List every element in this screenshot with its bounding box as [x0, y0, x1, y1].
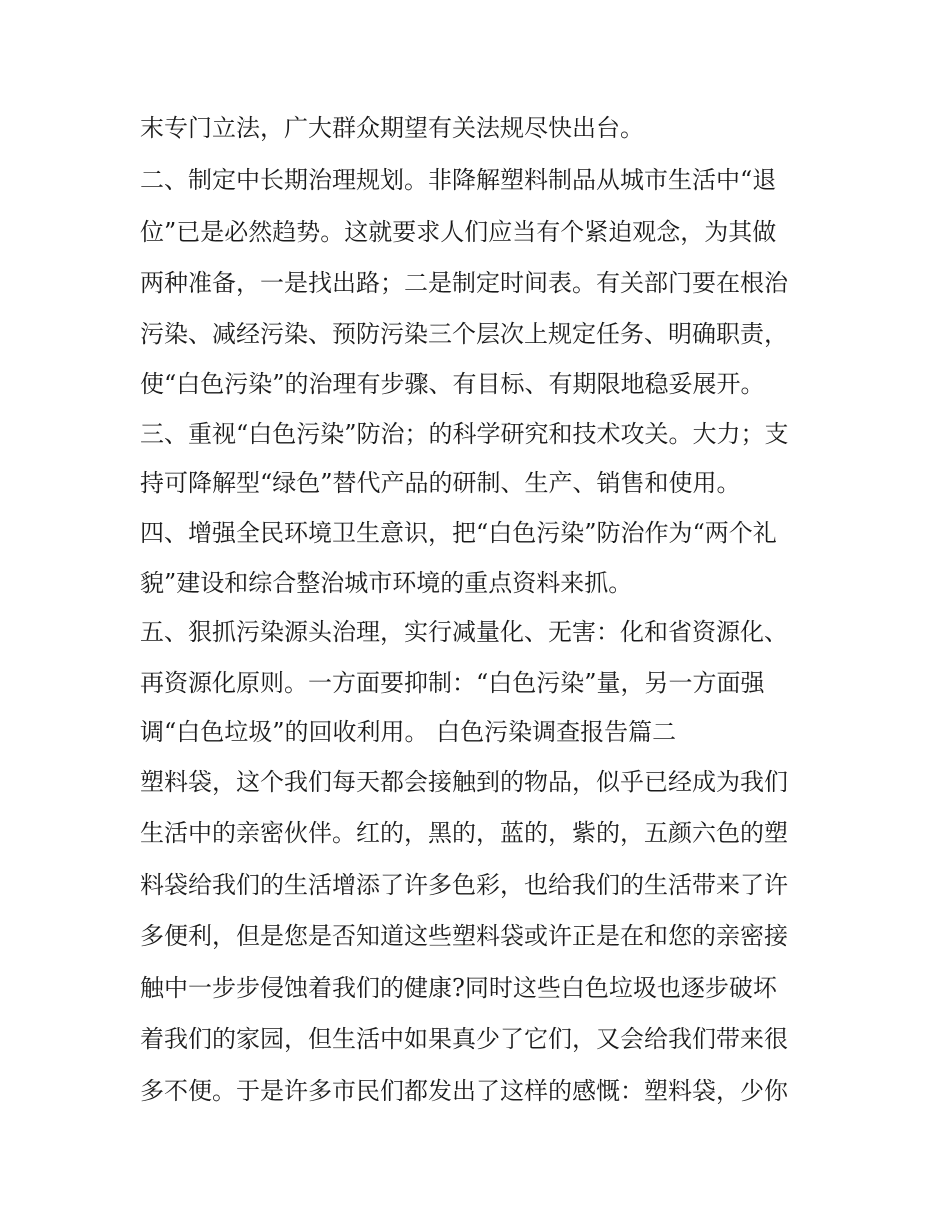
text-line: 使“白色污染”的治理有步骤、有目标、有期限地稳妥展开。 [140, 370, 765, 398]
text-line: 污染、减经污染、预防污染三个层次上规定任务、明确职责， [140, 320, 788, 348]
text-line: 二、制定中长期治理规划。非降解塑料制品从城市生活中“退 [140, 166, 777, 194]
text-line: 多便利，但是您是否知道这些塑料袋或许正是在和您的亲密接 [140, 922, 788, 950]
text-line: 再资源化原则。一方面要抑制：“白色污染”量，另一方面强 [140, 669, 765, 697]
text-line: 着我们的家园，但生活中如果真少了它们，又会给我们带来很 [140, 1025, 788, 1053]
text-line: 貌”建设和综合整治城市环境的重点资料来抓。 [140, 569, 633, 597]
text-line: 料袋给我们的生活增添了许多色彩，也给我们的生活带来了许 [140, 871, 788, 899]
text-line: 调“白色垃圾”的回收利用。 白色污染调查报告篇二 [140, 718, 677, 746]
text-line: 三、重视“白色污染”防治；的科学研究和技术攻关。大力；支 [140, 420, 789, 448]
text-line: 五、狠抓污染源头治理，实行减量化、无害：化和省资源化、 [140, 618, 788, 646]
text-line: 触中一步步侵蚀着我们的健康?同时这些白色垃圾也逐步破坏 [140, 974, 777, 1002]
text-line: 末专门立法，广大群众期望有关法规尽快出台。 [140, 114, 644, 142]
text-line: 生活中的亲密伙伴。红的，黑的，蓝的，紫的，五颜六色的塑 [140, 819, 788, 847]
text-line: 多不便。于是许多市民们都发出了这样的感慨：塑料袋，少你 [140, 1077, 788, 1105]
text-line: 四、增强全民环境卫生意识，把“白色污染”防治作为“两个礼 [140, 519, 777, 547]
text-line: 塑料袋，这个我们每天都会接触到的物品，似乎已经成为我们 [140, 768, 788, 796]
text-line: 位”已是必然趋势。这就要求人们应当有个紧迫观念，为其做 [140, 218, 777, 246]
text-line: 两种准备，一是找出路；二是制定时间表。有关部门要在根治 [140, 269, 788, 297]
text-line: 持可降解型“绿色”替代产品的研制、生产、销售和使用。 [140, 469, 741, 497]
